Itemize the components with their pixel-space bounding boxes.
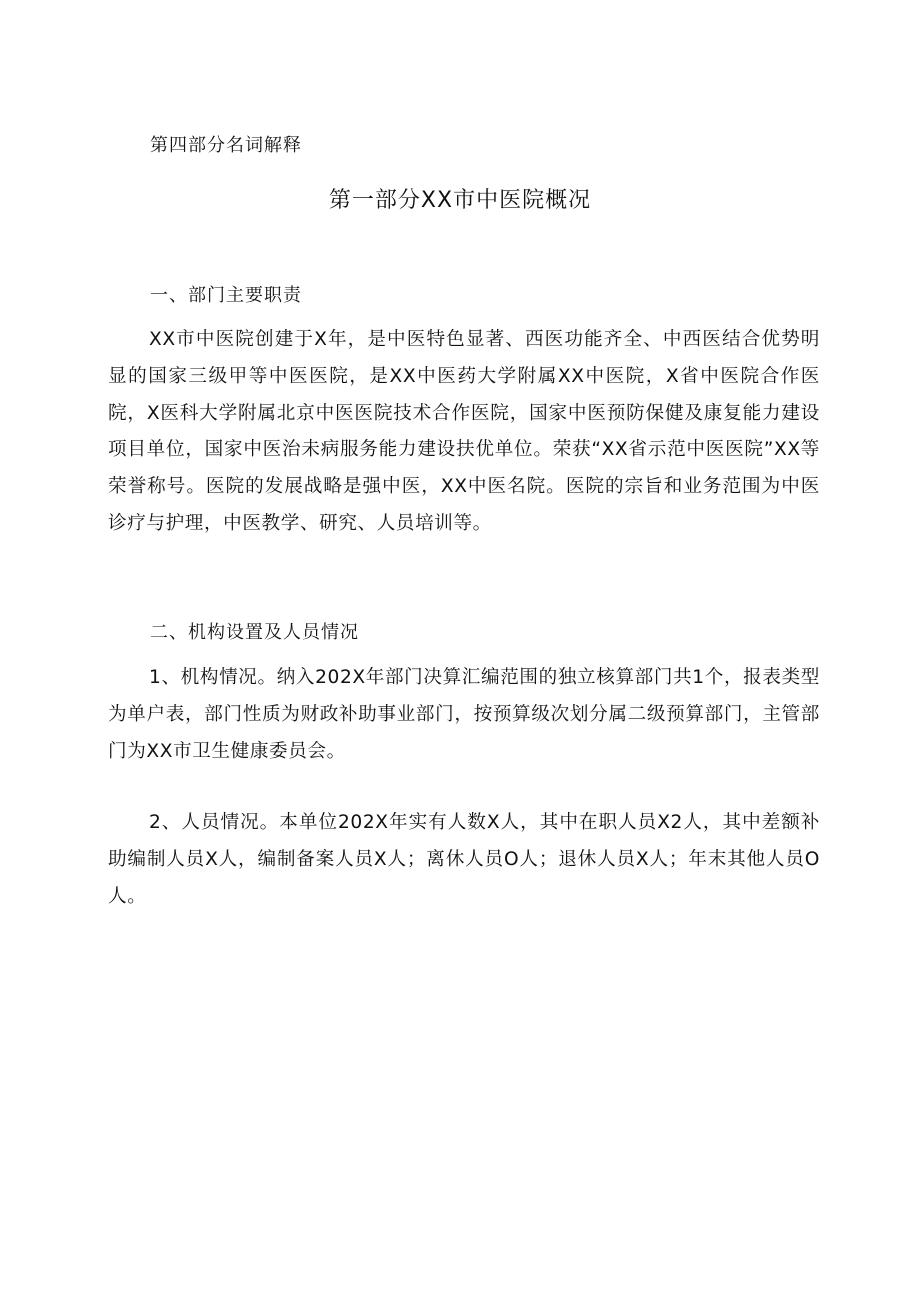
paragraph-duties: XX市中医院创建于X年，是中医特色显著、西医功能齐全、中西医结合优势明显的国家三级甲等中医医院，是XX中医药大学附属XX中医院，X省中医院合作医院，X医科大学附属北京中医医院技术合作医院，国家中医预防保健及康复能力建设项目单位，国家中医治未病服务能力建设扶优单位。荣获“XX省示范中医医院”XX等荣誉称号。医院的发展战略是强中医，XX中医名院。医院的宗旨和业务范围为中医诊疗与护理，中医教学、研究、人员培训等。	[108, 329, 820, 534]
section-heading-duties: 一、部门主要职责	[150, 285, 302, 306]
paragraph-organization: 1、机构情况。纳入202X年部门决算汇编范围的独立核算部门共1个，报表类型为单户表，部门性质为财政补助事业部门，按预算级次划分属二级预算部门，主管部门为XX市卫生健康委员会。	[108, 667, 820, 762]
page-title: 第一部分XX市中医院概况	[328, 188, 592, 213]
section-heading-organization: 二、机构设置及人员情况	[150, 622, 359, 643]
paragraph-personnel: 2、人员情况。本单位202X年实有人数X人，其中在职人员X2人，其中差额补助编制人员X人，编制备案人员X人；离休人员O人；退休人员X人；年末其他人员O人。	[108, 812, 820, 907]
previous-section-line: 第四部分名词解释	[150, 135, 302, 156]
